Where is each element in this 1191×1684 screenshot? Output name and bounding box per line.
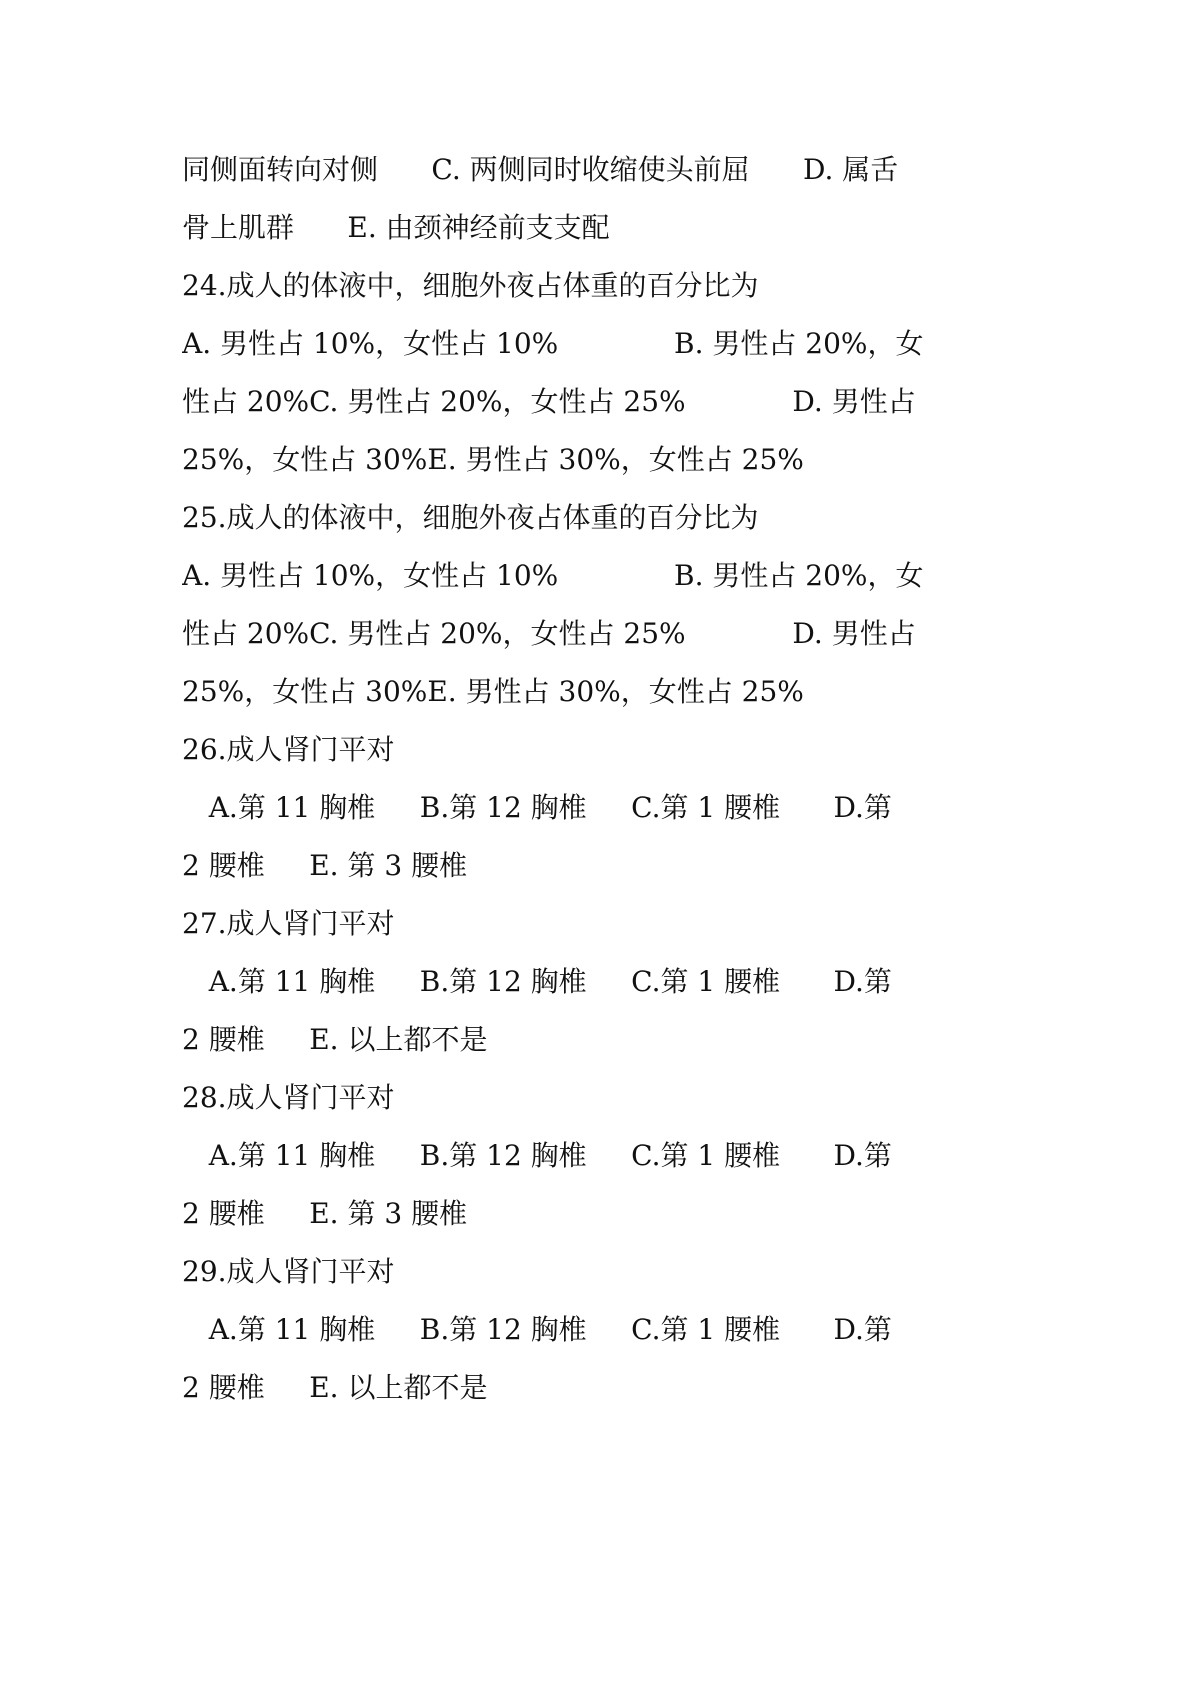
question-26-stem: 26.成人肾门平对: [182, 733, 395, 766]
text-line-q23-option-e: 骨上肌群 E. 由颈神经前支支配: [182, 211, 610, 244]
question-25-stem: 25.成人的体液中，细胞外夜占体重的百分比为: [182, 501, 759, 534]
question-29-stem: 29.成人肾门平对: [182, 1255, 395, 1288]
question-27-options-line-2: 2 腰椎 E. 以上都不是: [182, 1023, 488, 1056]
question-27-options-line-1: A.第 11 胸椎 B.第 12 胸椎 C.第 1 腰椎 D.第: [182, 965, 892, 998]
question-24-stem: 24.成人的体液中，细胞外夜占体重的百分比为: [182, 269, 759, 302]
question-27-stem: 27.成人肾门平对: [182, 907, 395, 940]
question-25-options-line-1: A. 男性占 10%，女性占 10% B. 男性占 20%，女: [182, 559, 924, 592]
question-24-options-line-3: 25%，女性占 30%E. 男性占 30%，女性占 25%: [182, 443, 804, 476]
question-25-options-line-2: 性占 20%C. 男性占 20%，女性占 25% D. 男性占: [182, 617, 916, 650]
question-28-stem: 28.成人肾门平对: [182, 1081, 395, 1114]
question-26-options-line-1: A.第 11 胸椎 B.第 12 胸椎 C.第 1 腰椎 D.第: [182, 791, 892, 824]
question-24-options-line-1: A. 男性占 10%，女性占 10% B. 男性占 20%，女: [182, 327, 924, 360]
question-24-options-line-2: 性占 20%C. 男性占 20%，女性占 25% D. 男性占: [182, 385, 916, 418]
question-29-options-line-1: A.第 11 胸椎 B.第 12 胸椎 C.第 1 腰椎 D.第: [182, 1313, 892, 1346]
text-line-q23-options-c-d: 同侧面转向对侧 C. 两侧同时收缩使头前屈 D. 属舌: [182, 153, 899, 186]
question-25-options-line-3: 25%，女性占 30%E. 男性占 30%，女性占 25%: [182, 675, 804, 708]
question-26-options-line-2: 2 腰椎 E. 第 3 腰椎: [182, 849, 468, 882]
question-28-options-line-2: 2 腰椎 E. 第 3 腰椎: [182, 1197, 468, 1230]
question-29-options-line-2: 2 腰椎 E. 以上都不是: [182, 1371, 488, 1404]
question-28-options-line-1: A.第 11 胸椎 B.第 12 胸椎 C.第 1 腰椎 D.第: [182, 1139, 892, 1172]
